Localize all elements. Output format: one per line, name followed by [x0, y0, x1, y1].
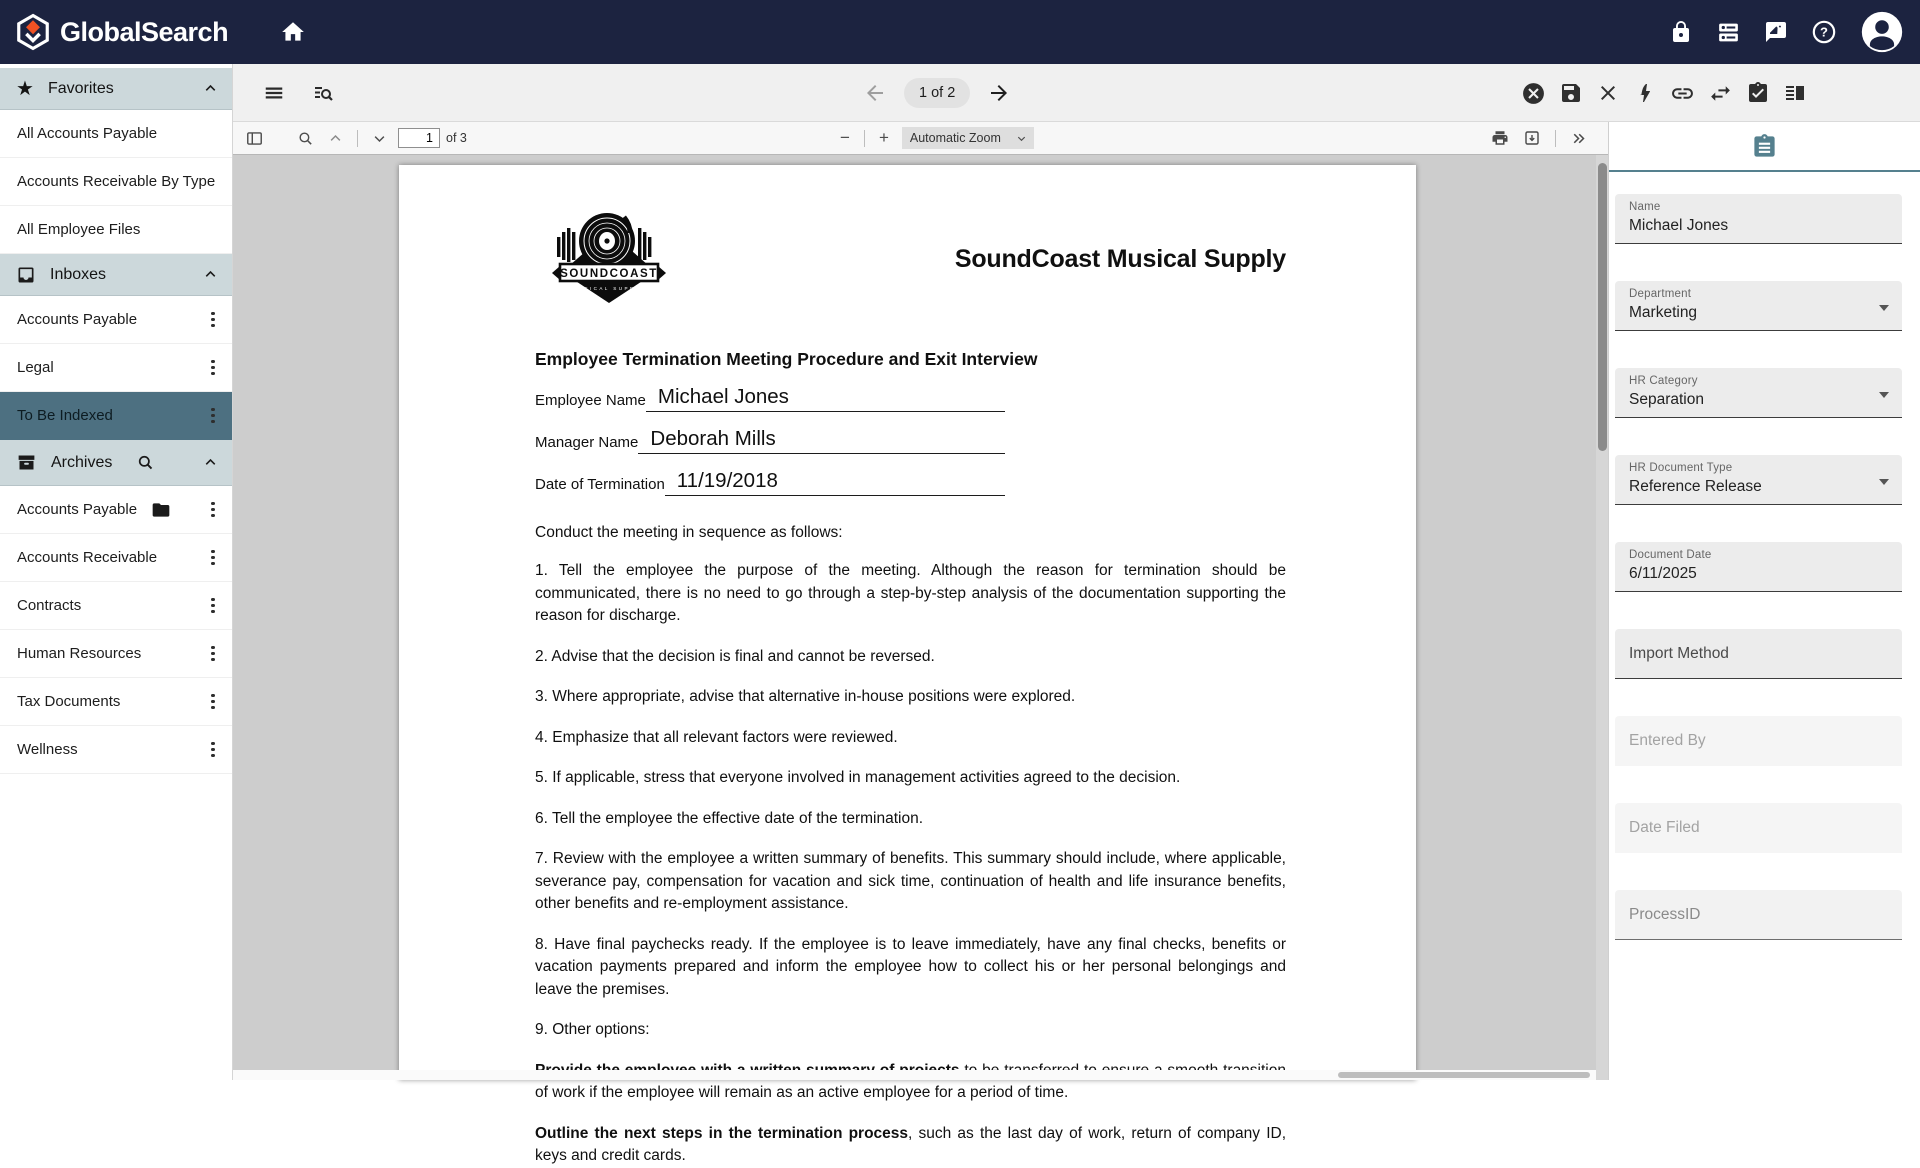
section-label: Archives [51, 453, 113, 471]
doc-field-value: 11/19/2018 [665, 469, 1005, 496]
field-date-filed [1615, 803, 1902, 853]
field-placeholder: Date Filed [1629, 818, 1700, 836]
swap-arrows-icon[interactable] [1708, 81, 1733, 106]
doc-field-label: Manager Name [535, 434, 639, 451]
field-process-id[interactable] [1615, 890, 1902, 940]
index-panel-header [1609, 122, 1920, 172]
download-icon[interactable] [1523, 129, 1541, 147]
lightning-icon[interactable] [1633, 81, 1657, 105]
menu-icon[interactable] [263, 82, 285, 104]
doc-field-manager-name [535, 427, 1005, 454]
field-placeholder: Import Method [1629, 644, 1729, 662]
doc-intro: Conduct the meeting in sequence as follows: [535, 524, 843, 541]
star-icon: ★ [16, 77, 34, 100]
index-panel [1608, 122, 1920, 1080]
kebab-menu-icon[interactable] [204, 691, 222, 713]
pdf-tools-expand-icon[interactable] [1570, 130, 1587, 147]
field-entered-by [1615, 716, 1902, 766]
field-label: Name [1629, 201, 1661, 213]
help-icon[interactable] [1811, 19, 1837, 45]
pdf-find-icon[interactable] [297, 130, 314, 147]
field-value: Marketing [1629, 304, 1698, 321]
close-icon[interactable] [1596, 81, 1620, 105]
kebab-menu-icon[interactable] [204, 309, 222, 331]
pdf-page-up-icon[interactable] [328, 131, 343, 146]
sidebar-item-inbox-legal[interactable] [0, 344, 232, 392]
sidebar-item-archive-contracts[interactable] [0, 582, 232, 630]
vertical-scrollbar-thumb[interactable] [1598, 163, 1607, 451]
kebab-menu-icon[interactable] [204, 405, 222, 427]
task-check-icon[interactable] [1746, 81, 1770, 105]
save-icon[interactable] [1559, 81, 1583, 105]
pdf-page-input[interactable] [398, 128, 440, 148]
kebab-menu-icon[interactable] [204, 739, 222, 761]
item-label: Wellness [17, 741, 78, 758]
logo-banner-text: SOUNDCOAST [560, 268, 658, 280]
field-label: Document Date [1629, 549, 1712, 561]
doc-step-1: 1. Tell the employee the purpose of the meeting. Although the reason for termination should be communicated, there is no need to go through a step-by-step analysis of the documentation supporting the reason for discharge. [535, 562, 1286, 624]
field-placeholder: ProcessID [1629, 905, 1701, 923]
item-label: Human Resources [17, 645, 142, 662]
doc-step-8: 8. Have final paychecks ready. If the employee is to leave immediately, have any final checks, benefits or vacation payments prepared and inform the employee how to collect his or her personal belongings and leave the premises. [535, 935, 1286, 998]
pdf-viewport [233, 155, 1608, 1164]
field-value: 6/11/2025 [1629, 565, 1697, 582]
item-label: Accounts Payable [17, 311, 138, 328]
field-value: Separation [1629, 391, 1704, 408]
search-list-icon[interactable] [311, 81, 335, 105]
kebab-menu-icon[interactable] [204, 595, 222, 617]
sidebar-section-archives[interactable] [0, 440, 232, 486]
field-label: HR Document Type [1629, 462, 1733, 474]
item-label: Tax Documents [17, 693, 121, 710]
print-icon[interactable] [1491, 129, 1509, 147]
doc-field-label: Employee Name [535, 392, 646, 409]
doc-option-1 [535, 1060, 1286, 1105]
document-page [399, 165, 1416, 1164]
lock-icon[interactable] [1669, 20, 1693, 44]
item-label: Legal [17, 359, 54, 376]
doc-field-value: Michael Jones [646, 385, 1005, 412]
vertical-scrollbar[interactable] [1596, 155, 1608, 1080]
previous-document-icon[interactable] [863, 81, 887, 105]
sidebar-item-archive-tax-documents[interactable] [0, 678, 232, 726]
globalsearch-logo[interactable] [14, 13, 228, 51]
archive-icon [16, 452, 37, 473]
home-icon[interactable] [280, 19, 306, 45]
sidebar-item-archive-wellness[interactable] [0, 726, 232, 774]
folder-icon [151, 500, 171, 520]
field-name[interactable] [1615, 194, 1902, 244]
sidebar [0, 64, 233, 1080]
pdf-sidebar-toggle-icon[interactable] [245, 129, 264, 148]
archive-search-icon[interactable] [136, 453, 155, 472]
sidebar-item-inbox-to-be-indexed[interactable] [0, 392, 232, 440]
doc-step-5: 5. If applicable, stress that everyone involved in management activities agreed to the decision. [535, 769, 1181, 786]
field-hr-category[interactable] [1615, 368, 1902, 418]
item-label: To Be Indexed [17, 407, 113, 424]
sidebar-item-inbox-accounts-payable[interactable] [0, 296, 232, 344]
chevron-up-icon[interactable] [202, 266, 219, 283]
chevron-up-icon[interactable] [202, 454, 219, 471]
kebab-menu-icon[interactable] [204, 643, 222, 665]
doc-step-4: 4. Emphasize that all relevant factors were reviewed. [535, 728, 898, 746]
next-document-icon[interactable] [987, 81, 1011, 105]
avatar[interactable] [1860, 10, 1904, 54]
storage-icon[interactable] [1716, 20, 1741, 45]
zoom-select-value: Automatic Zoom [909, 131, 1001, 145]
doc-step-9: 9. Other options: [535, 1021, 650, 1038]
cancel-circle-icon[interactable] [1521, 81, 1546, 106]
link-icon[interactable] [1670, 81, 1695, 106]
field-value: Reference Release [1629, 478, 1762, 495]
doc-step-3: 3. Where appropriate, advise that alternative in-house positions were explored. [535, 688, 1076, 705]
item-label: Accounts Receivable By Type [17, 173, 216, 190]
item-label: All Accounts Payable [17, 125, 158, 142]
sidebar-item-archive-human-resources[interactable] [0, 630, 232, 678]
doc-step-6: 6. Tell the employee the effective date of the termination. [535, 809, 924, 827]
doc-option-bold: Outline the next steps in the termination process [535, 1124, 909, 1142]
zoom-out-icon[interactable]: − [840, 128, 850, 147]
inbox-icon [16, 265, 36, 285]
sidebar-item-all-accounts-payable[interactable] [0, 110, 232, 158]
sidebar-section-inboxes[interactable] [0, 254, 232, 296]
chevron-up-icon[interactable] [202, 80, 219, 97]
section-label: Favorites [47, 79, 114, 97]
kebab-menu-icon[interactable] [204, 357, 222, 379]
horizontal-scrollbar[interactable] [233, 1070, 1596, 1080]
doc-option-rest: , such as the last day of work, return of company ID, keys and credit cards. [535, 1124, 1286, 1164]
pdf-page-count: of 3 [446, 131, 467, 145]
field-import-method[interactable] [1615, 629, 1902, 679]
field-hr-document-type[interactable] [1615, 455, 1902, 505]
doc-field-value: Deborah Mills [638, 427, 1005, 454]
field-placeholder: Entered By [1629, 731, 1706, 749]
doc-field-termination-date [535, 469, 1005, 496]
svg-text:?: ? [1820, 24, 1828, 40]
doc-step-2: 2. Advise that the decision is final and cannot be reversed. [535, 647, 935, 665]
pdf-page-down-icon[interactable] [372, 131, 387, 146]
sidebar-item-accounts-receivable-by-type[interactable] [0, 158, 232, 206]
item-label: Contracts [17, 597, 82, 614]
sidebar-item-archive-accounts-receivable[interactable] [0, 534, 232, 582]
zoom-in-icon[interactable]: + [878, 128, 889, 147]
kebab-menu-icon[interactable] [204, 499, 222, 521]
logo-sub-text: MUSICAL SUPPLY [572, 286, 646, 291]
doc-option-rest: of work if the employee will remain as an active employee for a period of time. [535, 1084, 1069, 1101]
item-label: Accounts Payable [17, 501, 138, 518]
brand-name: GlobalSearch [60, 16, 229, 47]
doc-field-employee-name [535, 385, 1005, 412]
document-page-indicator[interactable]: 1 of 2 [904, 78, 970, 108]
field-department[interactable] [1615, 281, 1902, 331]
field-label: Department [1629, 288, 1692, 300]
sidebar-item-all-employee-files[interactable] [0, 206, 232, 254]
document-company-title: SoundCoast Musical Supply [954, 245, 1286, 273]
pdf-viewer-toolbar [233, 122, 1608, 155]
document-toolbar [233, 64, 1920, 122]
chevron-down-icon [1016, 133, 1027, 144]
item-label: Accounts Receivable [17, 549, 158, 566]
document-heading: Employee Termination Meeting Procedure and Exit Interview [535, 349, 1038, 369]
field-value: Michael Jones [1629, 217, 1729, 234]
section-label: Inboxes [50, 265, 107, 283]
zoom-select[interactable] [902, 127, 1034, 149]
sidebar-item-archive-accounts-payable[interactable] [0, 486, 232, 534]
side-panel-icon[interactable] [1783, 81, 1807, 105]
kebab-menu-icon[interactable] [204, 547, 222, 569]
soundcoast-logo [543, 205, 675, 305]
horizontal-scrollbar-thumb[interactable] [1338, 1072, 1590, 1078]
field-document-date[interactable] [1615, 542, 1902, 592]
doc-option-2 [535, 1123, 1286, 1168]
top-navbar [0, 0, 1920, 64]
brand-hexagon-icon [14, 13, 52, 51]
doc-step-7: 7. Review with the employee a written summary of benefits. This summary should include, where applicable, severance pay, compensation for vacation and sick time, continuation of health and life insurance benefits, other benefits and re-employment assistance. [535, 850, 1286, 912]
clipboard-list-icon[interactable] [1751, 133, 1778, 160]
sidebar-section-favorites[interactable] [0, 68, 232, 110]
doc-field-label: Date of Termination [535, 476, 665, 493]
feedback-icon[interactable] [1764, 20, 1788, 44]
item-label: All Employee Files [17, 221, 141, 238]
field-label: HR Category [1629, 375, 1698, 387]
